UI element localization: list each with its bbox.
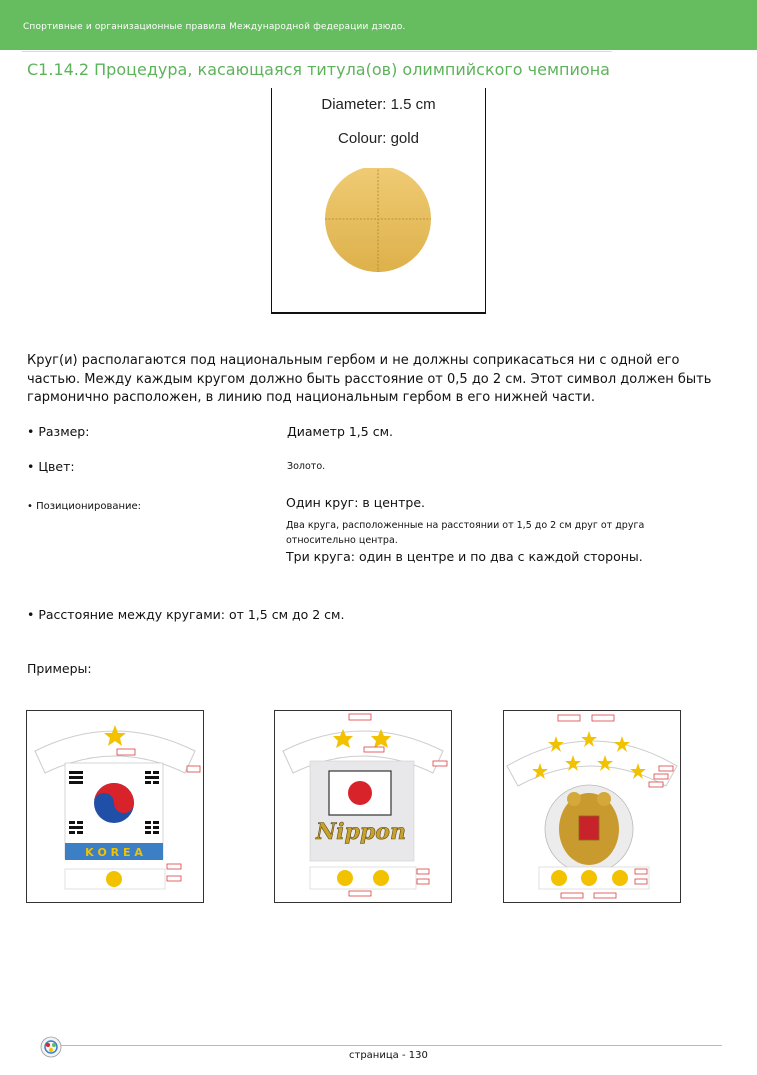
body-paragraph: Круг(и) располагаются под национальным гербом и не должны соприкасаться ни с одной его частью. Между каждым кругом должно быть расстояние от 0,5 до 2 см. Этот символ должен быть гармонично расположен, в линию под национальным гербом в его нижней части. — [27, 353, 712, 405]
position-one: Один круг: в центре. — [286, 495, 425, 510]
color-value: Золото. — [287, 461, 326, 472]
position-three: Три круга: один в центре и по два с каждой стороны. — [286, 549, 643, 564]
nippon-text: Nippon — [316, 819, 406, 845]
size-value: Диаметр 1,5 см. — [287, 424, 393, 439]
example-japan — [274, 710, 452, 903]
examples-label: Примеры: — [27, 661, 92, 676]
diameter-label: Diameter: 1.5 cm — [321, 96, 436, 113]
ijf-logo-icon — [40, 1036, 62, 1058]
position-label: • Позиционирование: — [27, 501, 142, 512]
korea-illustration — [27, 711, 203, 902]
size-label: • Размер: — [27, 424, 90, 439]
header-text: Спортивные и организационные правила Международной федерации дзюдо. — [23, 22, 406, 32]
example-korea — [26, 710, 204, 903]
russia-illustration — [504, 711, 680, 902]
color-label: • Цвет: — [27, 459, 75, 474]
footer-divider — [60, 1045, 722, 1046]
gold-circle-graphic — [322, 168, 434, 280]
gold-circle-figure — [271, 88, 486, 314]
header-divider — [22, 51, 612, 52]
colour-label: Colour: gold — [338, 130, 419, 147]
example-russia — [503, 710, 681, 903]
page-number: страница - 130 — [349, 1050, 428, 1061]
korea-text: K O R E A — [85, 846, 143, 859]
section-title: C1.14.2 Процедура, касающаяся титула(ов) олимпийского чемпиона — [27, 60, 610, 79]
distance-text: • Расстояние между кругами: от 1,5 см до 2 см. — [27, 607, 345, 622]
position-two: Два круга, расположенные на расстоянии от 1,5 до 2 см друг от друга относительно центра. — [286, 520, 645, 546]
japan-illustration — [275, 711, 451, 902]
